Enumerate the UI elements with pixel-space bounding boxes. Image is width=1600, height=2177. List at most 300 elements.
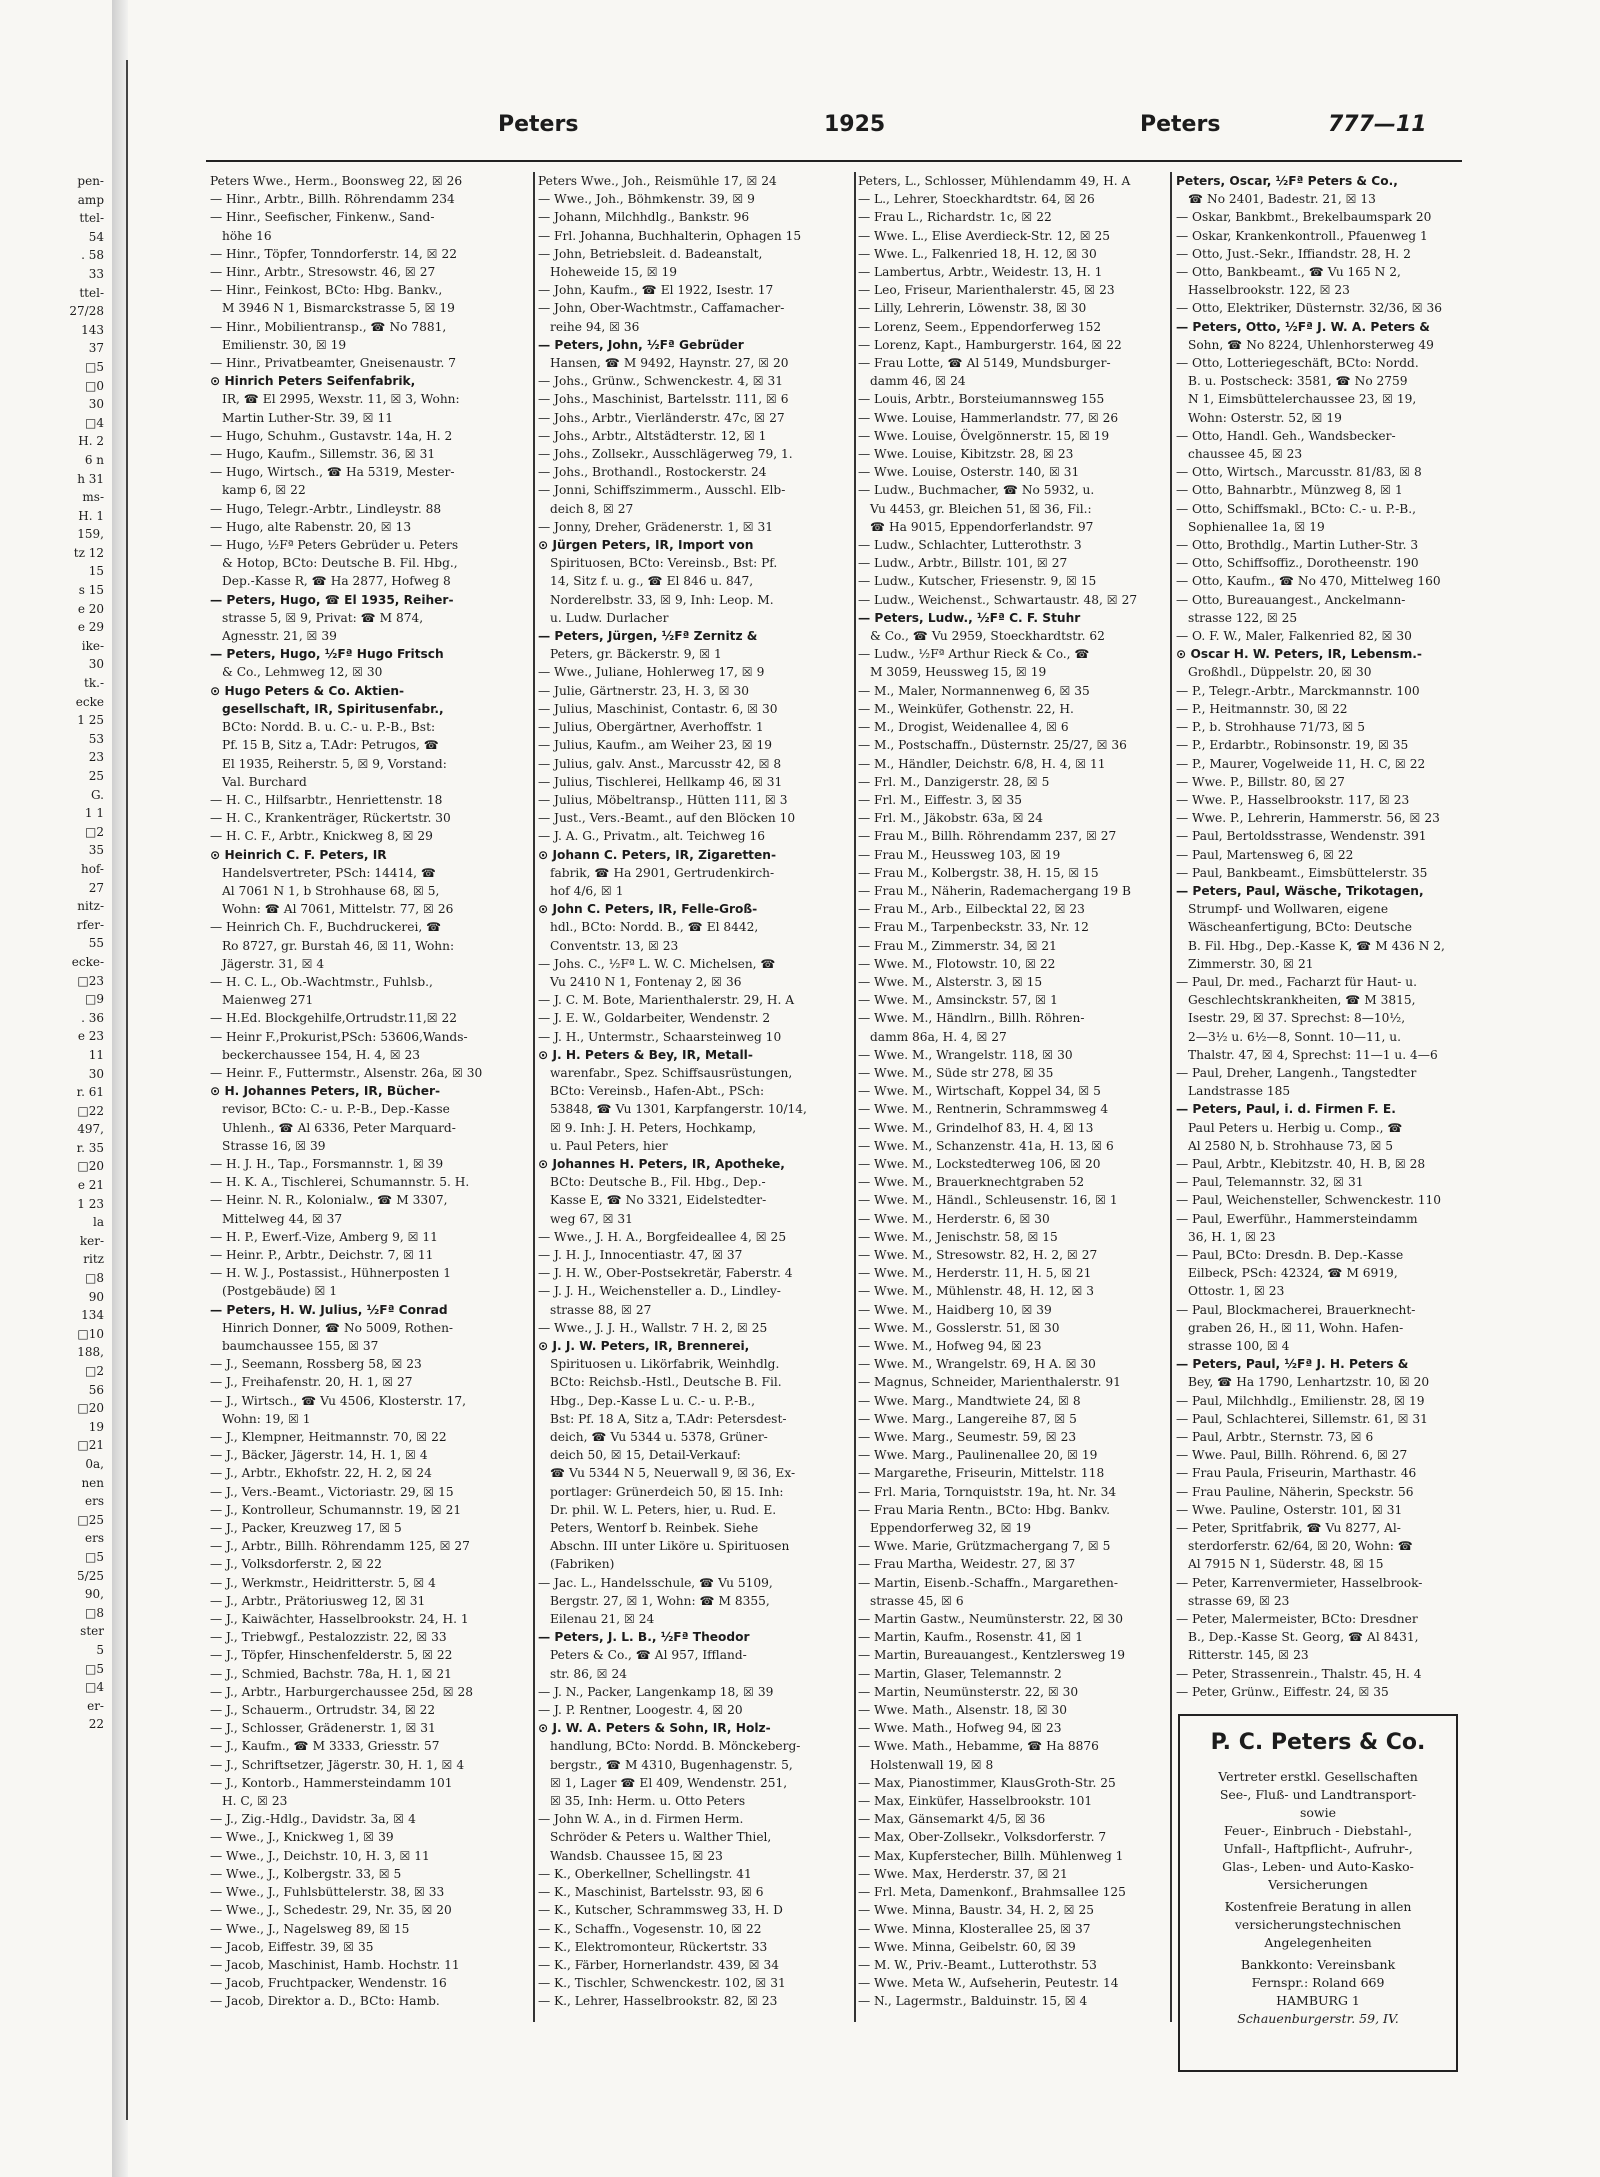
directory-entry-line: — Lorenz, Seem., Eppendorferweg 152 [858,319,1102,334]
directory-entry-line: Mittelweg 44, ☒ 37 [222,1211,343,1226]
directory-entry-line: — Wwe., J. H. A., Borgfeideallee 4, ☒ 25 [538,1229,787,1244]
directory-entry-line: — Ludw., Schlachter, Lutterothstr. 3 [858,538,1082,553]
directory-entry-line: — Ludw., ½Fª Arthur Rieck & Co., ☎ [858,647,1090,662]
directory-entry-line: — Martin Gastw., Neumünsterstr. 22, ☒ 30 [858,1612,1124,1627]
directory-entry-line [858,2011,1170,2012]
directory-entry-line: — Paul, Schlachterei, Sillemstr. 61, ☒ 31 [1176,1411,1428,1426]
ad-line: See-, Fluß- und Landtransport- [1219,1787,1417,1802]
directory-entry-line: — Lilly, Lehrerin, Löwenstr. 38, ☒ 30 [858,301,1087,316]
directory-entry-line: — K., Elektromonteur, Rückertstr. 33 [538,1939,768,1954]
directory-entry-line: — Frl. Maria, Tornquiststr. 19a, ht. Nr. 34 [858,1484,1117,1499]
directory-entry-line: — Frl. M., Eiffestr. 3, ☒ 35 [858,792,1022,807]
directory-entry-line: — Jonni, Schiffszimmerm., Ausschl. Elb- [538,483,786,498]
directory-entry-line: strasse 100, ☒ 4 [1188,1339,1290,1353]
directory-entry-line: — Wwe. Marie, Grützmachergang 7, ☒ 5 [858,1539,1111,1554]
directory-entry-line: Eilenau 21, ☒ 24 [550,1612,655,1627]
directory-entry-line: — Ludw., Weichenst., Schwartaustr. 48, ☒ 27 [858,592,1138,607]
directory-entry-line: fabrik, ☎ Ha 2901, Gertrudenkirch- [550,865,775,880]
directory-entry-line: — J., Kontrolleur, Schumannstr. 19, ☒ 21 [210,1502,462,1517]
directory-entry-line: (Postgebäude) ☒ 1 [222,1284,338,1299]
directory-entry-line: — K., Lehrer, Hasselbrookstr. 82, ☒ 23 [538,1994,778,2009]
running-header [0,112,1600,152]
directory-entry-line: — Otto, Schiffsoffiz., Dorotheenstr. 190 [1176,556,1419,571]
directory-entry-line: — O. F. W., Maler, Falkenried 82, ☒ 30 [1176,629,1412,644]
fragment-line: tz 12 [73,545,104,560]
ad-line: Schauenburgerstr. 59, IV. [1237,2011,1399,2026]
directory-entry-line: — Wwe. Minna, Geibelstr. 60, ☒ 39 [858,1939,1076,1954]
directory-entry-line: — Wwe. Marg., Mandtwiete 24, ☒ 8 [858,1393,1081,1408]
directory-entry-line: — J., Volksdorferstr. 2, ☒ 22 [210,1557,382,1572]
directory-entry-line: Handelsvertreter, PSch: 14414, ☎ [222,865,437,880]
fragment-line: 22 [88,1717,104,1732]
directory-entry-line: — Hinr., Seefischer, Finkenw., Sand- [210,210,435,225]
directory-entry-line: — Wwe. Louise, Övelgönnerstr. 15, ☒ 19 [858,428,1110,443]
directory-entry-line: — Margarethe, Friseurin, Mittelstr. 118 [858,1466,1105,1481]
fragment-line: 27 [88,880,104,895]
directory-entry-line: ☎ Ha 9015, Eppendorferlandstr. 97 [870,519,1094,534]
directory-entry-line: — J., Schriftsetzer, Jägerstr. 30, H. 1, ☒ 4 [210,1757,465,1772]
column-divider [854,172,856,2022]
directory-entry-line: — Jacob, Direktor a. D., BCto: Hamb. [210,1994,440,2009]
directory-entry-line: — Wwe. M., Haidberg 10, ☒ 39 [858,1302,1052,1317]
directory-entry-line: — J., Arbtr., Billh. Röhrendamm 125, ☒ 27 [210,1539,470,1554]
previous-page-fragment [0,172,108,2052]
directory-entry-line: hdl., BCto: Nordd. B., ☎ El 8442, [550,920,759,935]
directory-entry-line: — Frl. M., Danzigerstr. 28, ☒ 5 [858,774,1050,789]
directory-entry-line: — Otto, Bureauangest., Anckelmann- [1176,592,1406,607]
directory-entry-line: — Wwe. M., Herderstr. 6, ☒ 30 [858,1211,1050,1226]
directory-entry-line: H. C, ☒ 23 [222,1794,288,1809]
directory-entry-line: — H. C. L., Ob.-Wachtmstr., Fuhlsb., [210,974,433,989]
directory-entry-line: B. Fil. Hbg., Dep.-Kasse K, ☎ M 436 N 2, [1188,938,1445,953]
directory-entry-line: Val. Burchard [222,774,307,789]
directory-entry-line: — Peters, Otto, ½Fª J. W. A. Peters & [1176,319,1430,334]
directory-entry-line: — Frau M., Näherin, Rademachergang 19 B [858,883,1131,898]
directory-entry-line: — P., Heitmannstr. 30, ☒ 22 [1176,701,1348,716]
directory-entry-line: — J., Kaiwächter, Hasselbrookstr. 24, H. 1 [210,1612,469,1627]
directory-entry-line: — Johs. C., ½Fª L. W. C. Michelsen, ☎ [538,956,776,971]
directory-entry-line: — Hinr., Töpfer, Tonndorferstr. 14, ☒ 22 [210,246,457,261]
directory-entry-line: — Julius, Möbeltransp., Hütten 111, ☒ 3 [538,792,788,807]
directory-entry-line: — Wwe. M., Wrangelstr. 118, ☒ 30 [858,1047,1073,1062]
fragment-line: 37 [88,341,104,356]
directory-entry-line: — Otto, Wirtsch., Marcusstr. 81/83, ☒ 8 [1176,465,1422,480]
advertisement-box [1178,1714,1458,2072]
directory-entry-line: — J., Schauerm., Ortrudstr. 34, ☒ 22 [210,1703,436,1718]
directory-entry-line: — Heinrich Ch. F., Buchdruckerei, ☎ [210,920,442,935]
directory-entry-line: Isestr. 29, ☒ 37. Sprechst: 8—10½, [1188,1011,1406,1026]
directory-entry-line: — Julius, galv. Anst., Marcusstr 42, ☒ 8 [538,756,782,771]
directory-entry-line: 14, Sitz f. u. g., ☎ El 846 u. 847, [550,574,754,589]
directory-entry-line: Hansen, ☎ M 9492, Haynstr. 27, ☒ 20 [550,356,789,371]
directory-entry-line: — Wwe. M., Wirtschaft, Koppel 34, ☒ 5 [858,1084,1101,1099]
directory-entry-line: — Wwe. M., Gosslerstr. 51, ☒ 30 [858,1320,1060,1335]
directory-entry-line: — J. P. Rentner, Loogestr. 4, ☒ 20 [538,1703,743,1718]
directory-entry-line: ⊙ Hugo Peters & Co. Aktien- [210,683,405,698]
header-year: 1925 [824,112,886,137]
directory-entry-line: Peters Wwe., Joh., Reismühle 17, ☒ 24 [538,174,777,188]
directory-entry-line: ⊙ Jürgen Peters, IR, Import von [538,538,754,553]
directory-entry-line: Peters, L., Schlosser, Mühlendamm 49, H. A [858,174,1131,188]
directory-entry-line: — P., Telegr.-Arbtr., Marckmannstr. 100 [1176,683,1420,698]
directory-entry-line: — Johann, Milchhdlg., Bankstr. 96 [538,210,750,225]
directory-entry-line: — Frau M., Kolbergstr. 38, H. 15, ☒ 15 [858,865,1099,880]
directory-entry-line: — Wwe. M., Händlrn., Billh. Röhren- [858,1011,1085,1026]
directory-entry-line: — Hugo, Kaufm., Sillemstr. 36, ☒ 31 [210,447,436,462]
directory-entry-line: Agnesstr. 21, ☒ 39 [222,629,337,644]
directory-entry-line: — Martin, Neumünsterstr. 22, ☒ 30 [858,1684,1079,1699]
page-number: 777—11 [1328,112,1427,137]
fragment-line: e 29 [77,620,104,635]
directory-entry-line: — P., Erdarbtr., Robinsonstr. 19, ☒ 35 [1176,738,1409,753]
directory-entry-line: — Wwe. L., Falkenried 18, H. 12, ☒ 30 [858,246,1097,261]
directory-entry-line: 53848, ☎ Vu 1301, Karpfangerstr. 10/14, [550,1102,807,1117]
directory-entry-line: Peters & Co., ☎ Al 957, Iffland- [550,1648,747,1663]
header-right-name: Peters [1140,112,1221,137]
directory-entry-line: — Just., Vers.-Beamt., auf den Blöcken 10 [538,811,796,826]
ad-line: Unfall-, Haftpflicht-, Aufruhr-, [1223,1841,1413,1856]
directory-entry-line: Wohn: ☎ Al 7061, Mittelstr. 77, ☒ 26 [222,902,454,917]
directory-entry-line: Wohn: 19, ☒ 1 [222,1411,311,1426]
directory-entry-line: & Co., ☎ Vu 2959, Stoeckhardtstr. 62 [870,629,1105,644]
directory-entry-line: — H. P., Ewerf.-Vize, Amberg 9, ☒ 11 [210,1229,438,1244]
directory-entry-line: — Wwe. M., Schanzenstr. 41a, H. 13, ☒ 6 [858,1138,1114,1153]
directory-entry-line: — Wwe. M., Wrangelstr. 69, H A. ☒ 30 [858,1357,1096,1372]
fragment-line: □25 [74,1512,104,1527]
directory-entry-line: — Wwe. Louise, Hammerlandstr. 77, ☒ 26 [858,410,1119,425]
directory-entry-line: baumchaussee 155, ☒ 37 [222,1339,379,1353]
directory-entry-line: — J. H. J., Innocentiastr. 47, ☒ 37 [538,1247,743,1262]
directory-entry-line: — Paul, Arbtr., Sternstr. 73, ☒ 6 [1176,1430,1374,1445]
directory-entry-line: ☎ Vu 5344 N 5, Neuerwall 9, ☒ 36, Ex- [550,1466,796,1481]
directory-entry-line: Bey, ☎ Ha 1790, Lenhartzstr. 10, ☒ 20 [1188,1375,1430,1390]
directory-entry-line: M 3059, Heussweg 15, ☒ 19 [870,665,1047,680]
directory-entry-line: Großhdl., Düppelstr. 20, ☒ 30 [1188,665,1372,680]
directory-entry-line: — Wwe. Louise, Kibitzstr. 28, ☒ 23 [858,447,1074,462]
directory-entry-line: Spirituosen, BCto: Vereinsb., Bst: Pf. [550,556,778,571]
directory-entry-line: Pf. 15 B, Sitz a, T.Adr: Petrugos, ☎ [222,738,439,753]
fragment-line: □5 [82,359,104,374]
directory-entry-line: Bst: Pf. 18 A, Sitz a, T.Adr: Petersdest- [550,1411,787,1426]
directory-entry-line: sterdorferstr. 62/64, ☒ 20, Wohn: ☎ [1188,1539,1413,1554]
directory-entry-line: — Frau L., Richardstr. 1c, ☒ 22 [858,210,1052,225]
directory-entry-line: — Wwe. P., Billstr. 80, ☒ 27 [1176,774,1345,789]
fragment-line: ers [85,1531,104,1546]
ad-line: Bankkonto: Vereinsbank [1240,1957,1396,1972]
directory-entry-line: — Peter, Strassenrein., Thalstr. 45, H. 4 [1176,1666,1422,1681]
column-1 [210,172,528,2012]
directory-entry-line: — H. C. F., Arbtr., Knickweg 8, ☒ 29 [210,829,433,844]
directory-entry-line: — Wwe., J., Nagelsweg 89, ☒ 15 [210,1921,410,1936]
directory-entry-line: — Peters, Paul, Wäsche, Trikotagen, [1176,883,1424,898]
directory-entry-line: — Frau Pauline, Näherin, Speckstr. 56 [1176,1484,1414,1499]
directory-entry-line: — Hugo, alte Rabenstr. 20, ☒ 13 [210,519,412,534]
directory-entry-line: — Wwe. Paul, Billh. Röhrend. 6, ☒ 27 [1176,1448,1408,1463]
fragment-line: 27/28 [69,304,104,319]
fragment-line: . 58 [81,248,104,263]
directory-entry-line: — Peters, J. L. B., ½Fª Theodor [538,1630,750,1645]
directory-entry-line: B., Dep.-Kasse St. Georg, ☎ Al 8431, [1188,1630,1419,1645]
directory-entry-line: — Hinr., Feinkost, BCto: Hbg. Bankv., [210,283,443,298]
directory-entry-line: — Max, Pianostimmer, KlausGroth-Str. 25 [858,1775,1116,1790]
fragment-line: □22 [74,1103,104,1118]
directory-entry-line: — Paul, Blockmacherei, Brauerknecht- [1176,1302,1416,1317]
directory-entry-line: warenfabr., Spez. Schiffsausrüstungen, [550,1065,793,1080]
directory-entry-line: — J., Packer, Kreuzweg 17, ☒ 5 [210,1521,402,1536]
directory-entry-line: — John, Betriebsleit. d. Badeanstalt, [538,246,763,261]
directory-entry-line: — Hinr., Arbtr., Stresowstr. 46, ☒ 27 [210,265,436,280]
directory-entry-line: — Otto, Schiffsmakl., BCto: C.- u. P.-B., [1176,501,1416,516]
directory-entry-line: Norderelbstr. 33, ☒ 9, Inh: Leop. M. [550,592,774,607]
directory-entry-line: — Hinr., Arbtr., Billh. Röhrendamm 234 [210,192,455,207]
directory-entry-line: — Martin, Eisenb.-Schaffn., Margarethen- [858,1575,1118,1590]
directory-entry-line: ⊙ J. W. A. Peters & Sohn, IR, Holz- [538,1721,771,1736]
directory-entry-line: ☒ 35, Inh: Herm. u. Otto Peters [550,1794,746,1809]
column-3 [858,172,1170,2012]
directory-entry-line: — Wwe. Louise, Osterstr. 140, ☒ 31 [858,465,1080,480]
directory-entry-line: — Magnus, Schneider, Marienthalerstr. 91 [858,1375,1121,1390]
directory-entry-line: — J. A. G., Privatm., alt. Teichweg 16 [538,829,765,844]
directory-entry-line: Al 7061 N 1, b Strohhause 68, ☒ 5, [222,883,440,898]
directory-entry-line: — Peter, Grünw., Eiffestr. 24, ☒ 35 [1176,1684,1389,1699]
ad-line: Fernspr.: Roland 669 [1251,1975,1385,1990]
directory-entry-line: — Hugo, Telegr.-Arbtr., Lindleystr. 88 [210,501,442,516]
directory-entry-line: — Paul, Telemannstr. 32, ☒ 31 [1176,1175,1364,1190]
fragment-line: 90, [84,1587,104,1602]
directory-entry-line: — Heinr. N. R., Kolonialw., ☎ M 3307, [210,1193,448,1208]
directory-entry-line: — Otto, Kaufm., ☎ No 470, Mittelweg 160 [1176,574,1441,589]
directory-entry-line: — Hinr., Mobilientransp., ☎ No 7881, [210,319,447,334]
directory-entry-line: — Frau M., Tarpenbeckstr. 33, Nr. 12 [858,920,1089,935]
fragment-line: r. 61 [76,1085,104,1100]
directory-entry-line: — M., Weinküfer, Gothenstr. 22, H. [858,701,1074,716]
directory-entry-line: damm 46, ☒ 24 [870,374,966,389]
fragment-line: 30 [88,397,104,412]
directory-entry-line: B. u. Postscheck: 3581, ☎ No 2759 [1188,374,1408,389]
directory-entry-line: — Peters, Jürgen, ½Fª Zernitz & [538,629,758,644]
directory-entry-line: damm 86a, H. 4, ☒ 27 [870,1029,1007,1044]
directory-entry-line: N 1, Eimsbüttelerchaussee 23, ☒ 19, [1188,392,1417,407]
directory-entry-line: — Frl. Meta, Damenkonf., Brahmsallee 125 [858,1885,1126,1900]
directory-entry-line: ☎ No 2401, Badestr. 21, ☒ 13 [1188,192,1376,207]
fragment-line: 33 [82,266,104,281]
directory-entry-line: El 1935, Reiherstr. 5, ☒ 9, Vorstand: [222,756,447,771]
directory-entry-line: — K., Kutscher, Schrammsweg 33, H. D [538,1903,783,1918]
directory-entry-line: — Wwe. M., Hofweg 94, ☒ 23 [858,1339,1042,1353]
directory-entry-line: ⊙ Hinrich Peters Seifenfabrik, [210,374,416,389]
fragment-line: □20 [74,1401,104,1416]
fragment-line: e 21 [77,1178,104,1193]
directory-entry-line: IR, ☎ El 2995, Wexstr. 11, ☒ 3, Wohn: [222,392,460,407]
directory-entry-line: — Julie, Gärtnerstr. 23, H. 3, ☒ 30 [538,683,749,698]
directory-entry-line: — Wwe. M., Flotowstr. 10, ☒ 22 [858,956,1056,971]
directory-entry-line: — Martin, Kaufm., Rosenstr. 41, ☒ 1 [858,1630,1083,1645]
directory-entry-line: — M., Maler, Normannenweg 6, ☒ 35 [858,683,1090,698]
directory-entry-line: Geschlechtskrankheiten, ☎ M 3815, [1188,993,1416,1008]
directory-entry-line: Strasse 16, ☒ 39 [222,1138,326,1153]
directory-entry-line: — Max, Ober-Zollsekr., Volksdorferstr. 7 [858,1830,1107,1845]
directory-entry-line: Abschn. III unter Liköre u. Spirituosen [550,1539,790,1554]
directory-entry-line: Ottostr. 1, ☒ 23 [1188,1284,1285,1299]
directory-entry-line: Al 7915 N 1, Süderstr. 48, ☒ 15 [1188,1557,1384,1572]
directory-entry-line: — Frl. M., Jäkobstr. 63a, ☒ 24 [858,811,1043,826]
directory-entry-line: — Peters, Hugo, ½Fª Hugo Fritsch [210,647,444,662]
fragment-line: □21 [74,1438,104,1453]
column-divider [533,172,535,2022]
directory-entry-line: BCto: Reichsb.-Hstl., Deutsche B. Fil. [550,1375,782,1390]
fragment-line: ritz [83,1252,104,1267]
fragment-line: r. 35 [76,1140,104,1155]
directory-entry-line: — Wwe., Juliane, Hohlerweg 17, ☒ 9 [538,665,765,680]
directory-entry-line [210,2011,528,2012]
directory-entry-line: deich 8, ☒ 27 [550,501,634,516]
directory-entry-line: Hasselbrookstr. 122, ☒ 23 [1188,283,1350,298]
fragment-line: 188, [77,1345,104,1360]
directory-entry-line: hof 4/6, ☒ 1 [550,883,624,898]
fragment-line: □9 [82,992,104,1007]
directory-entry-line: Martin Luther-Str. 39, ☒ 11 [222,410,393,425]
fragment-line: tk.- [84,676,104,691]
directory-entry-line: Hoheweide 15, ☒ 19 [550,265,678,280]
fragment-line: □2 [82,824,104,839]
directory-entry-line: & Co., Lehmweg 12, ☒ 30 [222,665,383,680]
directory-entry-line: 36, H. 1, ☒ 23 [1188,1229,1276,1244]
fragment-line: 143 [81,322,104,337]
directory-entry-line: — Peter, Karrenvermieter, Hasselbrook- [1176,1575,1423,1590]
directory-entry-line: — J. H. W., Ober-Postsekretär, Faberstr. 4 [538,1266,793,1281]
directory-entry-line: Wäscheanfertigung, BCto: Deutsche [1188,920,1412,935]
directory-entry-line: — Peters, Paul, i. d. Firmen F. E. [1176,1102,1396,1117]
directory-entry-line: — Julius, Maschinist, Contastr. 6, ☒ 30 [538,701,778,716]
directory-entry-line: — Frau Maria Rentn., BCto: Hbg. Bankv. [858,1502,1111,1517]
directory-entry-line: — P., Maurer, Vogelweide 11, H. C, ☒ 22 [1176,756,1426,771]
directory-entry-line: — Lorenz, Kapt., Hamburgerstr. 164, ☒ 22 [858,337,1122,352]
directory-entry-line: — Paul, Bankbeamt., Eimsbüttelerstr. 35 [1176,865,1428,880]
directory-entry-line: — Otto, Handl. Geh., Wandsbecker- [1176,428,1396,443]
fragment-line: 159, [77,527,104,542]
directory-entry-line: — Wwe. M., Rentnerin, Schrammsweg 4 [858,1102,1109,1117]
fragment-line: □4 [82,1680,104,1695]
directory-entry-line: Wandsb. Chaussee 15, ☒ 23 [550,1848,723,1863]
fragment-line: er- [87,1698,104,1713]
directory-entry-line: Ro 8727, gr. Burstah 46, ☒ 11, Wohn: [222,938,455,953]
directory-entry-line: — J., Freihafenstr. 20, H. 1, ☒ 27 [210,1375,413,1390]
directory-entry-line: — Otto, Bankbeamt., ☎ Vu 165 N 2, [1176,265,1401,280]
fragment-line: 30 [88,657,104,672]
directory-entry-line: Landstrasse 185 [1188,1084,1291,1099]
directory-entry-line: — J., Seemann, Rossberg 58, ☒ 23 [210,1357,422,1372]
directory-entry-line: ⊙ Heinrich C. F. Peters, IR [210,847,387,862]
directory-entry-line: — Heinr F.,Prokurist,PSch: 53606,Wands- [210,1029,468,1044]
directory-entry-line: ⊙ J. J. W. Peters, IR, Brennerei, [538,1339,750,1353]
directory-entry-line: Emilienstr. 30, ☒ 19 [222,337,347,352]
directory-entry-line: Peters Wwe., Herm., Boonsweg 22, ☒ 26 [210,174,463,188]
fragment-line: 35 [88,843,104,858]
directory-entry-line: — Max, Einküfer, Hasselbrookstr. 101 [858,1794,1093,1809]
directory-entry-line: — Paul, Weichensteller, Schwenckestr. 110 [1176,1193,1442,1208]
directory-entry-line: Sohn, ☎ No 8224, Uhlenhorsterweg 49 [1188,337,1434,352]
fragment-line: 90 [88,1289,104,1304]
directory-entry-line: — Wwe. Minna, Klosterallee 25, ☒ 37 [858,1921,1091,1936]
fragment-line: e 23 [77,1029,104,1044]
fragment-line: e 20 [77,601,104,616]
fragment-line: 5/25 [77,1568,104,1583]
directory-entry-line: Spirituosen u. Likörfabrik, Weinhdlg. [550,1357,780,1372]
directory-entry-line: — J., Töpfer, Hinschenfelderstr. 5, ☒ 22 [210,1648,453,1663]
ad-line: Vertreter erstkl. Gesellschaften [1218,1769,1418,1784]
directory-entry-line: (Fabriken) [550,1557,615,1572]
directory-entry-line: — J., Arbtr., Prätoriusweg 12, ☒ 31 [210,1593,426,1608]
directory-entry-line: reihe 94, ☒ 36 [550,319,640,334]
fragment-line: 23 [88,750,104,765]
directory-entry-line: — J., Bäcker, Jägerstr. 14, H. 1, ☒ 4 [210,1448,428,1463]
directory-entry-line: Vu 2410 N 1, Fontenay 2, ☒ 36 [550,974,742,989]
fragment-line: ttel- [79,211,104,226]
directory-entry-line: — H.Ed. Blockgehilfe,Ortrudstr.11,☒ 22 [210,1011,458,1026]
directory-entry-line: — Wwe. M., Jenischstr. 58, ☒ 15 [858,1229,1058,1244]
directory-entry-line: Al 2580 N, b. Strohhause 73, ☒ 5 [1188,1138,1394,1153]
directory-entry-line: Eppendorferweg 32, ☒ 19 [870,1521,1031,1536]
fragment-line: 19 [88,1419,104,1434]
ad-line: HAMBURG 1 [1276,1993,1360,2008]
directory-entry-line: — J., Werkmstr., Heidritterstr. 5, ☒ 4 [210,1575,436,1590]
directory-entry-line: handlung, BCto: Nordd. B. Mönckeberg- [550,1739,801,1754]
directory-entry-line: strasse 5, ☒ 9, Privat: ☎ M 874, [222,610,424,625]
directory-entry-line: strasse 122, ☒ 25 [1188,610,1298,625]
directory-entry-line: — J., Kontorb., Hammersteindamm 101 [210,1775,453,1790]
directory-entry-line: — Oskar, Krankenkontroll., Pfauenweg 1 [1176,228,1428,243]
page-edge-line [126,60,128,2120]
fragment-line: 1 25 [77,713,104,728]
directory-entry-line: — Lambertus, Arbtr., Weidestr. 13, H. 1 [858,265,1103,280]
fragment-line: pen- [77,174,104,188]
directory-entry-line: — Max, Gänsemarkt 4/5, ☒ 36 [858,1812,1046,1827]
directory-entry-line: Vu 4453, gr. Bleichen 51, ☒ 36, Fil.: [870,501,1092,516]
directory-entry-line: — Frau Martha, Weidestr. 27, ☒ 37 [858,1557,1076,1572]
fragment-line: 1 1 [84,806,104,821]
directory-entry-line: — Wwe. Marg., Seumestr. 59, ☒ 23 [858,1430,1077,1445]
directory-entry-line: — Frau M., Billh. Röhrendamm 237, ☒ 27 [858,829,1117,844]
directory-entry-line: — Wwe. M., Grindelhof 83, H. 4, ☒ 13 [858,1120,1094,1135]
fragment-line: G. [91,787,104,802]
directory-entry-line: — Hugo, Wirtsch., ☎ Ha 5319, Mester- [210,465,455,480]
directory-entry-line: Jägerstr. 31, ☒ 4 [222,956,325,971]
directory-entry-line: — K., Schaffn., Vogesenstr. 10, ☒ 22 [538,1921,762,1936]
directory-entry-line: revisor, BCto: C.- u. P.-B., Dep.-Kasse [222,1102,450,1117]
directory-entry-line: — Paul, Dreher, Langenh., Tangstedter [1176,1065,1417,1080]
directory-entry-line: ⊙ Johannes H. Peters, IR, Apotheke, [538,1156,785,1171]
directory-entry-line: — J., Schlosser, Grädenerstr. 1, ☒ 31 [210,1721,436,1736]
directory-entry-line: Zimmerstr. 30, ☒ 21 [1188,956,1314,971]
ad-line: Angelegenheiten [1264,1935,1372,1950]
directory-entry-line: — Wwe. M., Alsterstr. 3, ☒ 15 [858,974,1043,989]
ad-line: Versicherungen [1268,1877,1368,1892]
directory-entry-line: ⊙ J. H. Peters & Bey, IR, Metall- [538,1047,753,1062]
directory-entry-line: — J., Arbtr., Harburgerchaussee 25d, ☒ 28 [210,1684,474,1699]
directory-entry-line: — Frau Paula, Friseurin, Marthastr. 46 [1176,1466,1417,1481]
directory-entry-line [1176,1701,1466,1702]
directory-entry-line: Thalstr. 47, ☒ 4, Sprechst: 11—1 u. 4—6 [1188,1047,1438,1062]
directory-entry-line: — Wwe. P., Hasselbrookstr. 117, ☒ 23 [1176,792,1410,807]
directory-entry-line: — Wwe. L., Elise Averdieck-Str. 12, ☒ 25 [858,228,1111,243]
ad-line: Glas-, Leben- und Auto-Kasko- [1222,1859,1414,1874]
column-2 [538,172,856,2012]
directory-entry-line: — Paul, Martensweg 6, ☒ 22 [1176,847,1354,862]
directory-entry-line: — J., Triebwgf., Pestalozzistr. 22, ☒ 33 [210,1630,447,1645]
header-rule [206,160,1462,162]
directory-entry-line: 2—3½ u. 6½—8, Sonnt. 10—11, u. [1188,1029,1401,1044]
directory-entry-line: deich 50, ☒ 15, Detail-Verkauf: [550,1448,741,1463]
